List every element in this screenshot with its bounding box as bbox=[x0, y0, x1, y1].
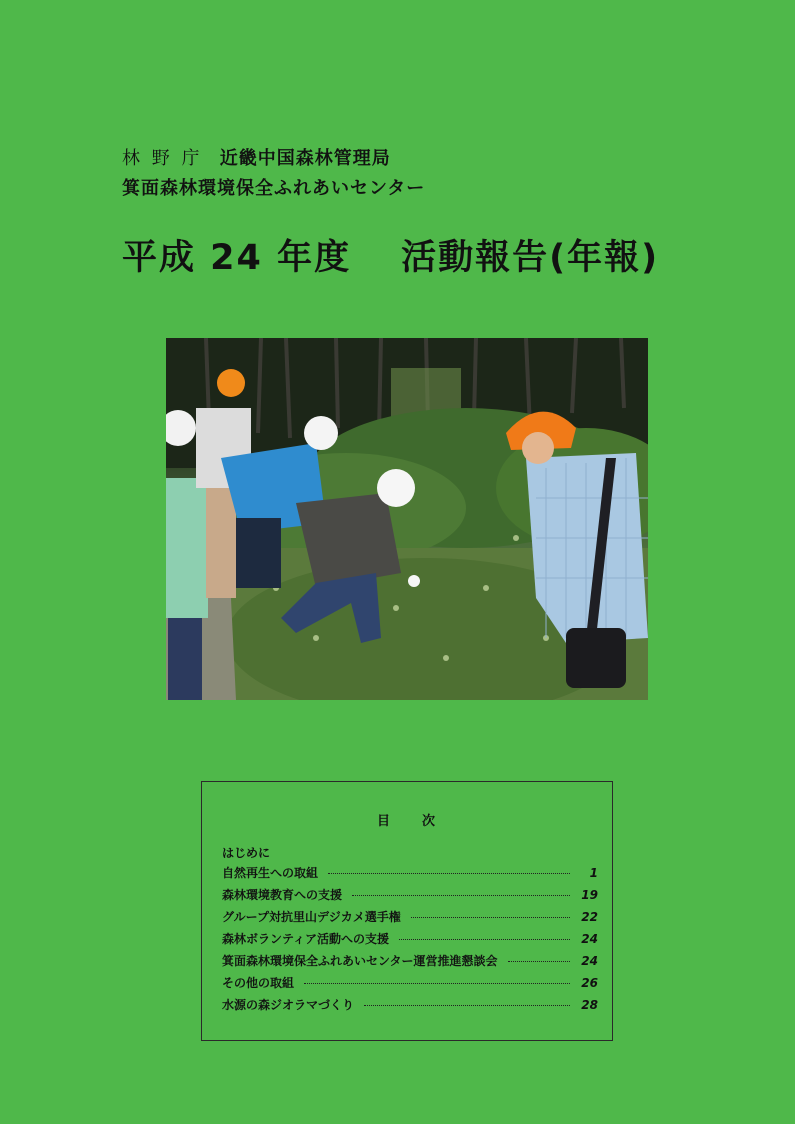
agency-name: 林 野 庁 bbox=[122, 148, 203, 169]
toc-entry-label: 自然再生への取組 bbox=[222, 866, 319, 880]
toc-heading-first-char: 目 bbox=[376, 814, 392, 829]
toc-entry-label: 森林環境教育への支援 bbox=[222, 888, 343, 902]
toc-entry-label: 水源の森ジオラマづくり bbox=[222, 998, 355, 1012]
toc-entry bbox=[222, 996, 598, 1018]
toc-intro: はじめに bbox=[222, 846, 271, 860]
toc-entry-page: 24 bbox=[581, 932, 598, 946]
toc-leader bbox=[304, 983, 570, 984]
toc-leader bbox=[364, 1005, 570, 1006]
toc-heading bbox=[202, 810, 612, 829]
toc-leader bbox=[508, 961, 570, 962]
report-title bbox=[122, 230, 659, 280]
toc-entry bbox=[222, 908, 598, 930]
agency-line bbox=[122, 144, 391, 170]
toc-entry-page: 26 bbox=[581, 976, 598, 990]
toc-entry-label: 森林ボランティア活動への支援 bbox=[222, 932, 390, 946]
toc-entry-page: 1 bbox=[589, 866, 598, 880]
toc-leader bbox=[411, 917, 570, 918]
cover-photo bbox=[166, 338, 648, 700]
toc-entry-page: 24 bbox=[581, 954, 598, 968]
toc-entry bbox=[222, 952, 598, 974]
toc-leader bbox=[328, 873, 570, 874]
toc-entry-label: グループ対抗里山デジカメ選手権 bbox=[222, 910, 401, 924]
toc-leader bbox=[352, 895, 570, 896]
toc-entry bbox=[222, 864, 598, 886]
table-of-contents bbox=[201, 781, 613, 1041]
toc-entry-label: 箕面森林環境保全ふれあいセンター運営推進懇談会 bbox=[222, 954, 498, 968]
bureau-name: 近畿中国森林管理局 bbox=[219, 148, 391, 169]
forest-volunteers-illustration bbox=[166, 338, 648, 700]
toc-entry-page: 28 bbox=[581, 998, 598, 1012]
toc-leader bbox=[399, 939, 570, 940]
toc-entry-page: 22 bbox=[581, 910, 598, 924]
toc-entry-label: その他の取組 bbox=[222, 976, 295, 990]
toc-entry bbox=[222, 930, 598, 952]
report-year: 平成 24 年度 bbox=[122, 238, 352, 278]
center-name: 箕面森林環境保全ふれあいセンター bbox=[122, 178, 426, 199]
toc-entry-page: 19 bbox=[581, 888, 598, 902]
toc-entry bbox=[222, 974, 598, 996]
toc-heading-second-char: 次 bbox=[422, 814, 438, 829]
toc-list bbox=[222, 864, 598, 1018]
report-name: 活動報告(年報) bbox=[401, 238, 660, 278]
toc-entry bbox=[222, 886, 598, 908]
